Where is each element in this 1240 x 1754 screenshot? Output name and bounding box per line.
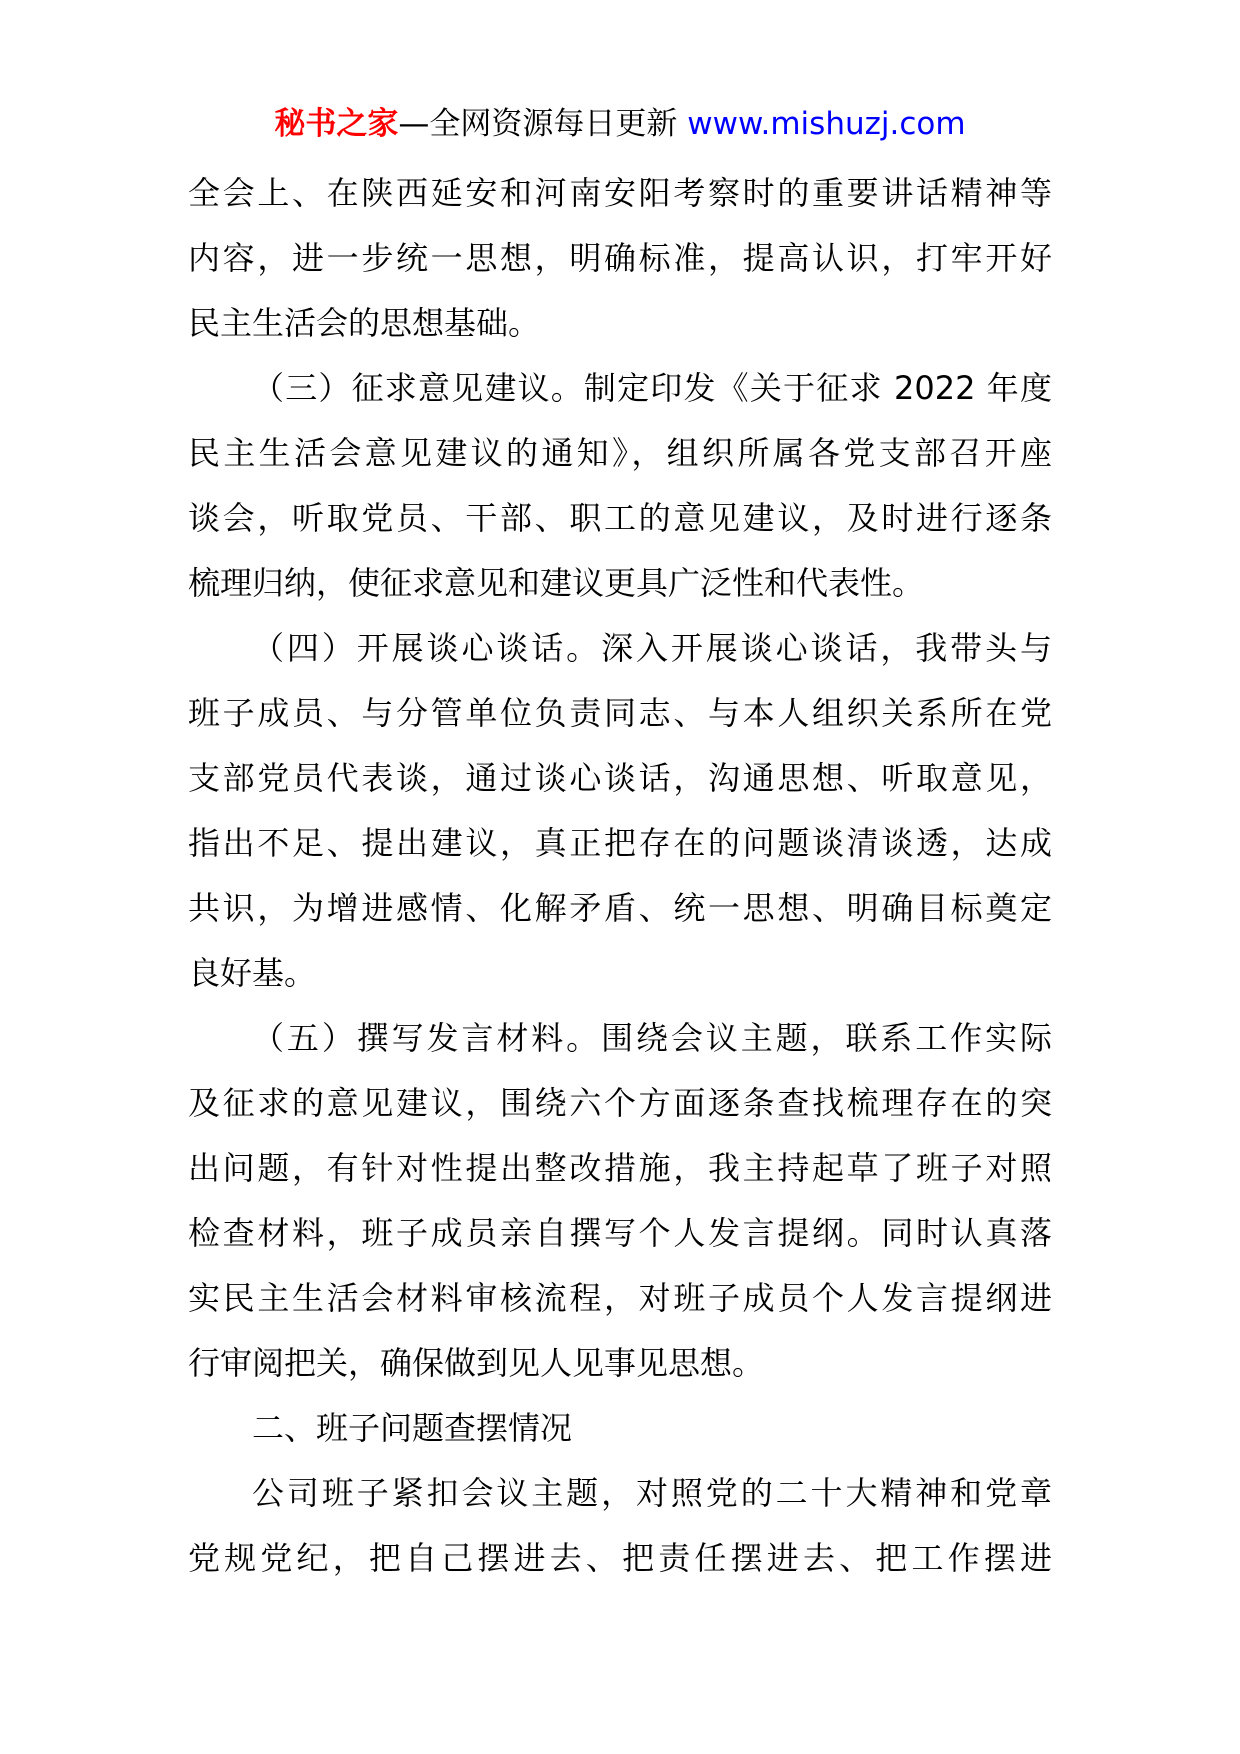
text-line: 公司班子紧扣会议主题，对照党的二十大精神和党章 — [252, 1474, 1052, 1512]
brand-name: 秘书之家 — [274, 106, 399, 142]
document-body — [188, 161, 1052, 1591]
text-line: （四）开展谈心谈话。深入开展谈心谈话，我带头与 — [252, 629, 1052, 667]
site-url-link[interactable]: www.mishuzj.com — [687, 106, 966, 142]
text-line: 二、班子问题查摆情况 — [252, 1409, 573, 1447]
text-line: 行审阅把关，确保做到见人见事见思想。 — [188, 1344, 765, 1382]
text-line: （五）撰写发言材料。围绕会议主题，联系工作实际 — [252, 1019, 1052, 1057]
text-line: 党规党纪，把自己摆进去、把责任摆进去、把工作摆进 — [188, 1539, 1052, 1577]
text-line: （三）征求意见建议。制定印发《关于征求 2022 年度 — [252, 369, 1052, 407]
text-line: 出问题，有针对性提出整改措施，我主持起草了班子对照 — [188, 1149, 1052, 1187]
text-line: 良好基。 — [188, 954, 317, 992]
text-line: 班子成员、与分管单位负责同志、与本人组织关系所在党 — [188, 694, 1052, 732]
header-tagline: —全网资源每日更新 — [398, 106, 688, 142]
text-line: 民主生活会的思想基础。 — [188, 304, 541, 342]
text-line: 指出不足、提出建议，真正把存在的问题谈清谈透，达成 — [188, 824, 1052, 862]
text-line: 全会上、在陕西延安和河南安阳考察时的重要讲话精神等 — [188, 174, 1052, 212]
text-line: 支部党员代表谈，通过谈心谈话，沟通思想、听取意见， — [188, 759, 1052, 797]
text-line: 谈会，听取党员、干部、职工的意见建议，及时进行逐条 — [188, 499, 1052, 537]
text-line: 民主生活会意见建议的通知》，组织所属各党支部召开座 — [188, 434, 1052, 472]
text-line: 检查材料，班子成员亲自撰写个人发言提纲。同时认真落 — [188, 1214, 1052, 1252]
text-line: 实民主生活会材料审核流程，对班子成员个人发言提纲进 — [188, 1279, 1052, 1317]
text-line: 内容，进一步统一思想，明确标准，提高认识，打牢开好 — [188, 239, 1052, 277]
site-header — [0, 100, 1240, 148]
text-line: 梳理归纳，使征求意见和建议更具广泛性和代表性。 — [188, 564, 925, 602]
text-line: 共识，为增进感情、化解矛盾、统一思想、明确目标奠定 — [188, 889, 1052, 927]
text-line: 及征求的意见建议，围绕六个方面逐条查找梳理存在的突 — [188, 1084, 1052, 1122]
